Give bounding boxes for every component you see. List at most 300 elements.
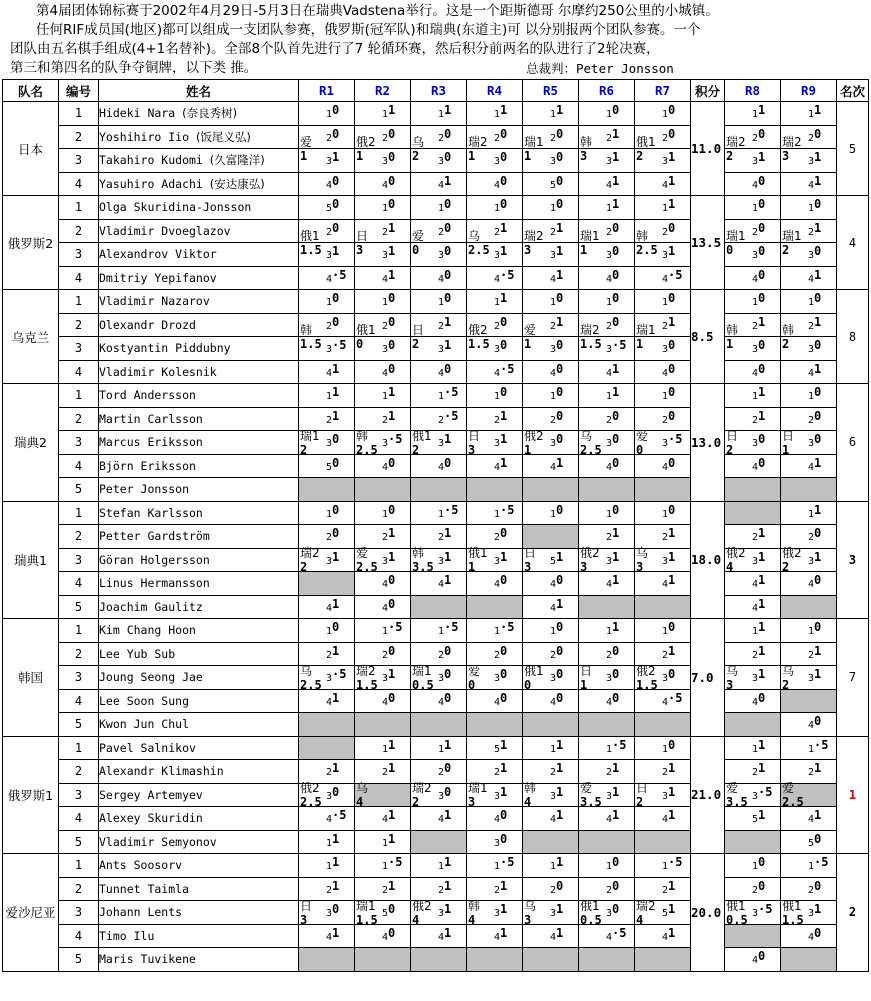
board-number: 2 xyxy=(494,767,501,778)
board-score: 0 xyxy=(814,526,822,540)
board-number: 4 xyxy=(662,179,669,191)
player-number: 4 xyxy=(59,266,99,290)
board-result xyxy=(635,689,691,713)
match-opponent xyxy=(412,781,436,809)
match-score: 1 xyxy=(468,149,476,163)
board-result xyxy=(411,877,467,901)
board-result xyxy=(467,102,523,163)
intro-line-4: 第三和第四名的队争夺铜牌，以下类 推。 xyxy=(10,60,258,76)
match-score: 3.5 xyxy=(580,795,602,810)
board-number: 1 xyxy=(808,861,815,872)
match-score: 3 xyxy=(468,442,476,457)
opponent-name: 俄2 xyxy=(356,135,376,149)
board-score: 1 xyxy=(814,267,822,282)
opponent-name: 俄1 xyxy=(468,546,488,561)
board-number: 4 xyxy=(494,367,501,379)
board-result xyxy=(355,360,411,384)
board-number: 1 xyxy=(326,297,333,308)
player-row xyxy=(3,877,869,901)
opponent-name: 俄1 xyxy=(356,323,376,337)
board-number: 3 xyxy=(438,344,445,355)
player-name: Johann Lents xyxy=(99,901,299,925)
board-result xyxy=(467,266,523,290)
board-result xyxy=(411,478,467,502)
board-number: 3 xyxy=(382,438,389,449)
player-name: Joung Seong Jae xyxy=(99,666,299,690)
team-points: 11.0 xyxy=(691,102,725,196)
board-result xyxy=(467,595,523,619)
board-score: 0 xyxy=(388,150,396,164)
board-number: 4 xyxy=(326,814,333,825)
board-result xyxy=(781,830,837,854)
board-score: 0 xyxy=(758,244,766,258)
board-result xyxy=(299,384,355,457)
team-rank: 4 xyxy=(837,196,869,290)
board-score: 1 xyxy=(668,761,676,775)
board-number: 2 xyxy=(662,884,669,896)
board-result xyxy=(299,572,355,596)
match-score: 0 xyxy=(356,337,364,351)
board-score: 1 xyxy=(500,103,508,117)
board-number: 4 xyxy=(438,931,445,943)
board-score: 1 xyxy=(332,549,340,564)
board-score: 1 xyxy=(388,244,396,258)
board-score: 0 xyxy=(612,455,620,470)
header-5: R3 xyxy=(411,80,467,102)
board-score: 1 xyxy=(388,667,396,681)
match-score: 0 xyxy=(726,243,734,257)
board-number: 3 xyxy=(606,344,613,355)
board-number: 3 xyxy=(808,908,815,919)
board-result xyxy=(411,924,467,948)
board-result xyxy=(299,642,355,666)
board-result xyxy=(635,619,691,692)
board-number: 4 xyxy=(752,602,759,614)
opponent-name: 韩 xyxy=(782,323,795,337)
match-opponent xyxy=(356,546,380,574)
board-result xyxy=(725,830,781,854)
board-number: 2 xyxy=(808,132,815,144)
board-number: 5 xyxy=(550,555,557,567)
match-score: 2.5 xyxy=(580,442,602,457)
player-name: Vladimir Semyonov xyxy=(99,830,299,854)
board-number: 1 xyxy=(382,297,389,308)
board-score: 1 xyxy=(668,314,676,329)
board-score: 1 xyxy=(668,526,676,540)
board-number: 3 xyxy=(382,555,389,567)
board-score: 0 xyxy=(500,150,508,164)
board-result xyxy=(355,407,411,431)
match-opponent xyxy=(726,546,750,574)
board-result xyxy=(467,360,523,384)
board-score: 1 xyxy=(668,925,676,940)
board-score: 0 xyxy=(612,244,620,258)
board-number: 2 xyxy=(438,767,445,778)
board-result xyxy=(725,877,781,901)
board-result xyxy=(523,525,579,549)
board-number: 2 xyxy=(326,532,333,543)
match-opponent xyxy=(468,135,492,163)
board-score: 1 xyxy=(612,173,620,188)
board-number: 5 xyxy=(550,179,557,191)
board-result xyxy=(635,525,691,549)
board-number: 4 xyxy=(808,931,815,943)
match-opponent xyxy=(300,899,324,927)
board-score: 1 xyxy=(500,291,508,305)
board-number: 4 xyxy=(662,931,669,943)
player-row xyxy=(3,478,869,502)
match-score: 1 xyxy=(524,337,532,351)
board-number: 4 xyxy=(662,367,669,379)
opponent-name: 瑞1 xyxy=(468,781,488,796)
match-score: 0.5 xyxy=(412,677,434,692)
board-number: 4 xyxy=(382,602,389,614)
match-score: 3 xyxy=(726,677,734,692)
board-score: 1 xyxy=(444,925,452,940)
board-number: 4 xyxy=(382,273,389,285)
board-number: 1 xyxy=(326,109,333,120)
opponent-name: 俄1 xyxy=(524,663,544,678)
opponent-name: 乌 xyxy=(636,546,649,561)
board-result xyxy=(523,102,579,163)
board-result xyxy=(579,102,635,163)
board-number: 4 xyxy=(382,461,389,473)
board-number: 2 xyxy=(550,226,557,238)
board-number: 4 xyxy=(326,273,333,285)
board-number: 5 xyxy=(494,743,501,755)
player-number: 5 xyxy=(59,830,99,854)
board-number: 4 xyxy=(752,367,759,379)
board-number: 1 xyxy=(550,626,557,637)
match-score: 3 xyxy=(782,149,790,163)
board-number: 2 xyxy=(550,414,557,426)
player-number: 2 xyxy=(59,525,99,549)
opponent-name: 瑞1 xyxy=(726,229,746,243)
board-number: 1 xyxy=(550,109,557,120)
board-number: 3 xyxy=(326,344,333,355)
board-result xyxy=(725,807,781,831)
board-score: 0 xyxy=(556,667,564,681)
board-number: 3 xyxy=(662,555,669,567)
board-score: 0 xyxy=(388,502,396,517)
board-score: 1 xyxy=(758,643,766,658)
board-number: 2 xyxy=(326,649,333,661)
board-result xyxy=(355,830,411,854)
board-result xyxy=(635,407,691,431)
team-rank: 8 xyxy=(837,290,869,384)
board-result xyxy=(635,713,691,737)
board-score: 0 xyxy=(668,220,676,235)
board-score: 1 xyxy=(332,855,340,869)
board-result xyxy=(579,877,635,901)
player-number: 2 xyxy=(59,125,99,149)
board-result xyxy=(635,830,691,854)
board-score: ·5 xyxy=(500,361,515,376)
board-result xyxy=(355,478,411,502)
opponent-name: 瑞2 xyxy=(782,135,802,149)
board-number: 3 xyxy=(438,555,445,567)
board-result xyxy=(523,196,579,257)
header-12: R9 xyxy=(781,80,837,102)
board-score: 1 xyxy=(388,549,396,564)
board-score: 0 xyxy=(612,220,620,235)
board-number: 4 xyxy=(438,579,445,590)
match-score: 1 xyxy=(356,149,364,163)
board-number: 2 xyxy=(808,884,815,896)
board-number: 1 xyxy=(808,203,815,214)
match-score: 2 xyxy=(782,560,790,575)
match-score: 1 xyxy=(580,677,588,692)
board-result xyxy=(579,689,635,713)
board-number: 1 xyxy=(382,391,389,402)
board-score: 1 xyxy=(388,408,396,423)
board-number: 1 xyxy=(752,297,759,308)
board-number: 4 xyxy=(752,955,759,966)
opponent-name: 韩 xyxy=(356,428,369,443)
board-score: 1 xyxy=(814,103,822,117)
board-result xyxy=(725,595,781,619)
team-points: 21.0 xyxy=(691,736,725,854)
header-7: R5 xyxy=(523,80,579,102)
opponent-name: 爱 xyxy=(580,781,593,796)
board-result xyxy=(579,760,635,784)
board-result xyxy=(725,290,781,351)
board-score: ·5 xyxy=(668,432,683,446)
board-result xyxy=(467,572,523,596)
board-number: 4 xyxy=(382,696,389,708)
board-number: 2 xyxy=(752,884,759,896)
board-result xyxy=(523,948,579,972)
board-number: 3 xyxy=(808,555,815,567)
board-score: 1 xyxy=(758,103,766,117)
board-score: 0 xyxy=(612,855,620,869)
board-result xyxy=(299,713,355,737)
board-number: 3 xyxy=(662,673,669,684)
opponent-name: 韩 xyxy=(580,135,593,149)
board-result xyxy=(781,854,837,927)
board-score: 1 xyxy=(500,925,508,940)
board-number: 3 xyxy=(550,438,557,449)
board-score: 0 xyxy=(500,831,508,846)
player-name: Ants Soosorv xyxy=(99,854,299,878)
board-score: 0 xyxy=(814,878,822,893)
board-result xyxy=(523,478,579,502)
board-number: 3 xyxy=(382,156,389,167)
board-result xyxy=(523,501,579,575)
match-score: 2.5 xyxy=(356,442,378,457)
team-name: 乌克兰 xyxy=(3,290,59,384)
board-number: 3 xyxy=(494,438,501,449)
board-score: 0 xyxy=(388,573,396,587)
board-score: 0 xyxy=(814,385,822,399)
player-number: 3 xyxy=(59,337,99,361)
board-number: 2 xyxy=(550,649,557,661)
match-opponent xyxy=(524,323,548,351)
player-name: Olga Skuridina-Jonsson xyxy=(99,196,299,220)
board-number: 2 xyxy=(606,132,613,144)
board-number: 1 xyxy=(326,861,333,872)
board-score: 0 xyxy=(612,643,620,658)
player-name: Alexandrov Viktor xyxy=(99,243,299,267)
board-result xyxy=(467,854,523,927)
match-score: 2 xyxy=(726,149,734,163)
match-opponent xyxy=(524,899,548,927)
board-score: 1 xyxy=(444,902,452,916)
match-opponent xyxy=(782,135,806,163)
board-score: ·5 xyxy=(332,667,347,681)
board-number: 2 xyxy=(808,226,815,238)
board-result xyxy=(299,619,355,692)
board-result xyxy=(781,172,837,196)
player-native-name: (久富隆洋) xyxy=(209,153,265,168)
board-number: 3 xyxy=(606,438,613,449)
board-number: 4 xyxy=(494,579,501,590)
player-row xyxy=(3,924,869,948)
player-number: 2 xyxy=(59,642,99,666)
player-number: 1 xyxy=(59,736,99,760)
board-number: 3 xyxy=(606,250,613,261)
match-opponent xyxy=(782,323,806,351)
board-score: 1 xyxy=(612,573,620,587)
board-score: 0 xyxy=(444,690,452,705)
board-result xyxy=(467,384,523,457)
board-result xyxy=(725,689,781,713)
match-opponent xyxy=(468,664,492,692)
board-score: 1 xyxy=(612,150,620,164)
board-score: ·5 xyxy=(500,267,515,282)
opponent-name: 瑞2 xyxy=(356,663,376,678)
board-result xyxy=(635,948,691,972)
player-number: 1 xyxy=(59,384,99,408)
board-number: 4 xyxy=(326,931,333,943)
match-score: 2.5 xyxy=(356,560,378,575)
board-score: 1 xyxy=(612,126,620,141)
board-number: 3 xyxy=(808,438,815,449)
board-number: 3 xyxy=(494,156,501,167)
match-opponent xyxy=(524,546,548,574)
board-score: 1 xyxy=(332,878,340,893)
referee-label: 总裁判：Peter Jonsson xyxy=(526,61,674,76)
player-number: 1 xyxy=(59,196,99,220)
board-score: 0 xyxy=(388,126,396,141)
player-number: 4 xyxy=(59,572,99,596)
board-number: 2 xyxy=(494,884,501,896)
match-opponent xyxy=(412,664,436,692)
board-result xyxy=(355,525,411,549)
board-result xyxy=(523,454,579,478)
board-number: 1 xyxy=(494,391,501,402)
board-score: 0 xyxy=(332,197,340,211)
board-number: 2 xyxy=(550,320,557,332)
board-result xyxy=(523,360,579,384)
board-score: 1 xyxy=(500,244,508,258)
board-number: 2 xyxy=(438,414,445,426)
player-name: Marcus Eriksson xyxy=(99,431,299,455)
board-number: 3 xyxy=(606,908,613,919)
board-number: 1 xyxy=(662,508,669,520)
board-score: 0 xyxy=(500,197,508,211)
board-result xyxy=(579,713,635,737)
board-result xyxy=(635,760,691,784)
results-table xyxy=(2,79,869,972)
board-number: 1 xyxy=(326,508,333,520)
board-number: 2 xyxy=(606,414,613,426)
player-name: Martin Carlsson xyxy=(99,407,299,431)
board-number: 1 xyxy=(438,109,445,120)
board-result xyxy=(523,924,579,948)
board-score: 0 xyxy=(668,620,676,634)
board-score: 1 xyxy=(814,643,822,658)
board-number: 1 xyxy=(438,743,445,755)
board-result xyxy=(579,948,635,972)
board-result xyxy=(411,196,467,257)
player-name: Petter Gardström xyxy=(99,525,299,549)
board-number: 4 xyxy=(326,367,333,379)
player-name: Yasuhiro Adachi (安达康弘) xyxy=(99,172,299,196)
board-number: 3 xyxy=(808,344,815,355)
opponent-name: 乌 xyxy=(300,663,313,678)
board-result xyxy=(781,478,837,502)
board-number: 2 xyxy=(382,414,389,426)
board-score: 0 xyxy=(388,902,396,916)
board-number: 4 xyxy=(808,179,815,191)
match-opponent xyxy=(412,899,436,927)
match-score: 2.5 xyxy=(300,795,322,810)
board-number: 3 xyxy=(550,344,557,355)
board-number: 3 xyxy=(752,555,759,567)
team-points: 8.5 xyxy=(691,290,725,384)
board-number: 2 xyxy=(382,226,389,238)
board-number: 1 xyxy=(752,109,759,120)
opponent-name: 爱 xyxy=(524,323,537,337)
board-score: 1 xyxy=(612,526,620,540)
board-number: 4 xyxy=(494,179,501,191)
board-number: 4 xyxy=(752,461,759,473)
team-points: 7.0 xyxy=(691,619,725,737)
team-name: 瑞典2 xyxy=(3,384,59,502)
match-score: 0 xyxy=(524,677,532,692)
player-number: 4 xyxy=(59,924,99,948)
board-number: 2 xyxy=(438,884,445,896)
player-number: 2 xyxy=(59,219,99,243)
board-score: 1 xyxy=(444,808,452,822)
board-score: 0 xyxy=(758,173,766,188)
board-score: 1 xyxy=(814,314,822,329)
board-score: 1 xyxy=(612,808,620,822)
board-result xyxy=(411,689,467,713)
board-number: 3 xyxy=(662,344,669,355)
board-result xyxy=(725,948,781,972)
board-number: 3 xyxy=(494,555,501,567)
board-score: 0 xyxy=(668,408,676,423)
board-number: 2 xyxy=(382,649,389,661)
opponent-name: 俄2 xyxy=(636,663,656,678)
board-score: 1 xyxy=(444,314,452,329)
match-opponent xyxy=(636,135,660,163)
board-result xyxy=(579,736,635,810)
board-score: 0 xyxy=(668,667,676,681)
board-number: 2 xyxy=(438,226,445,238)
board-result xyxy=(467,760,523,784)
board-number: 3 xyxy=(326,790,333,802)
board-score: 0 xyxy=(814,408,822,423)
header-2: 姓名 xyxy=(99,80,299,102)
board-score: 0 xyxy=(556,197,564,211)
opponent-name: 瑞1 xyxy=(524,135,544,149)
match-opponent xyxy=(412,229,436,257)
board-number: 3 xyxy=(326,250,333,261)
board-number: 2 xyxy=(606,320,613,332)
